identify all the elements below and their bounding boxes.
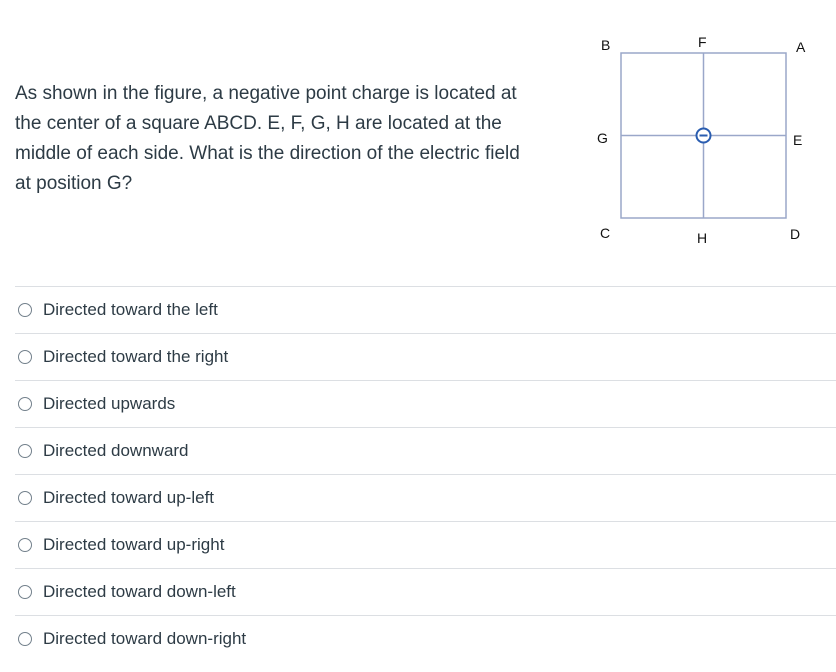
radio-button[interactable] bbox=[18, 585, 32, 599]
answer-label: Directed downward bbox=[43, 441, 189, 460]
answer-option[interactable] bbox=[15, 380, 836, 427]
radio-button[interactable] bbox=[18, 491, 32, 505]
radio-button[interactable] bbox=[18, 303, 32, 317]
label-g: G bbox=[597, 130, 608, 146]
label-a: A bbox=[796, 39, 806, 55]
label-f: F bbox=[698, 34, 707, 50]
radio-button[interactable] bbox=[18, 632, 32, 646]
label-h: H bbox=[697, 230, 708, 246]
answer-label: Directed toward the left bbox=[43, 300, 218, 319]
radio-button[interactable] bbox=[18, 538, 32, 552]
answer-label: Directed toward down-right bbox=[43, 629, 247, 648]
label-c: C bbox=[600, 225, 611, 241]
label-d: D bbox=[790, 226, 801, 242]
answer-label: Directed toward the right bbox=[43, 347, 229, 366]
negative-charge-icon bbox=[697, 129, 711, 143]
radio-button[interactable] bbox=[18, 397, 32, 411]
square-charge-figure bbox=[580, 28, 820, 258]
radio-button[interactable] bbox=[18, 350, 32, 364]
label-b: B bbox=[601, 37, 611, 53]
answer-label: Directed toward down-left bbox=[43, 582, 236, 601]
answer-option[interactable] bbox=[15, 474, 836, 521]
label-e: E bbox=[793, 132, 803, 148]
answer-label: Directed toward up-left bbox=[43, 488, 215, 507]
question-text: As shown in the figure, a negative point charge is located at the center of a square ABCD. E, F, G, H are located at the middle of each side. What is the direction of the electric field at position G? bbox=[15, 83, 520, 194]
answer-list bbox=[15, 286, 836, 662]
answer-option[interactable] bbox=[15, 333, 836, 380]
answer-label: Directed toward up-right bbox=[43, 535, 225, 554]
answer-option[interactable] bbox=[15, 568, 836, 615]
answer-option[interactable] bbox=[15, 286, 836, 333]
radio-button[interactable] bbox=[18, 444, 32, 458]
answer-option[interactable] bbox=[15, 615, 836, 662]
answer-option[interactable] bbox=[15, 427, 836, 474]
answer-option[interactable] bbox=[15, 521, 836, 568]
answer-label: Directed upwards bbox=[43, 394, 176, 413]
